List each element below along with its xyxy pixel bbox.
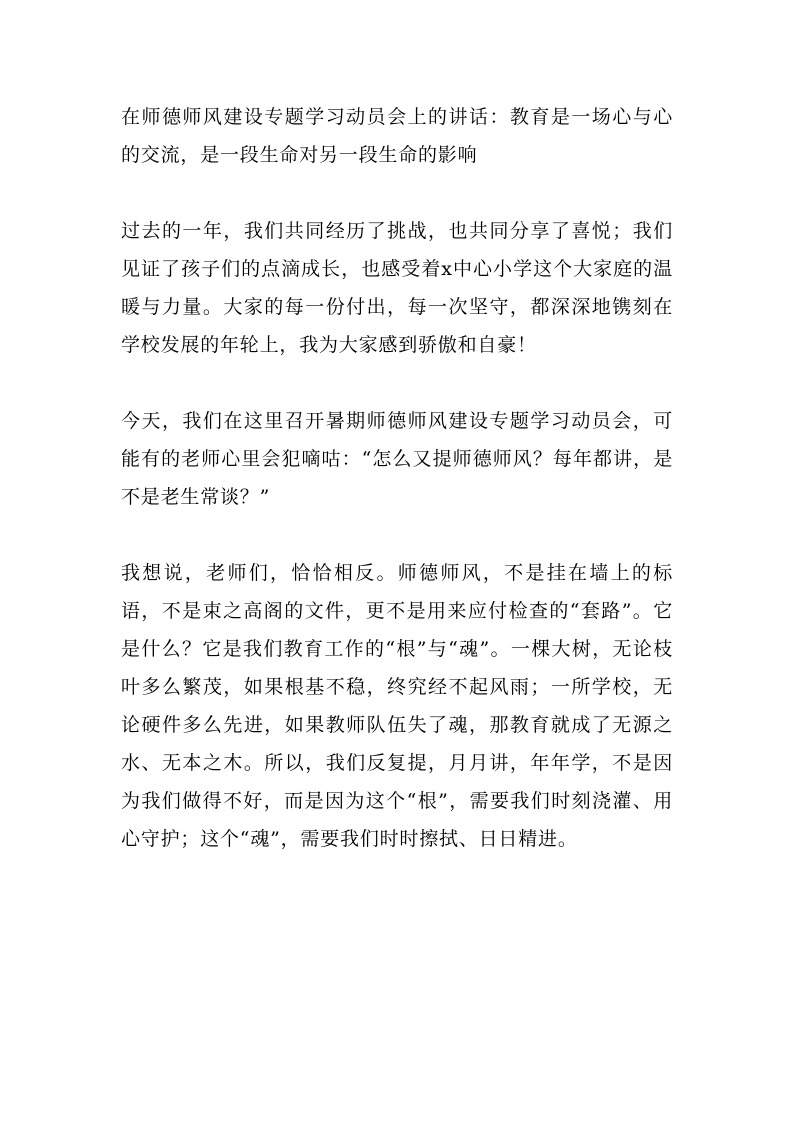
paragraph-2: 今天，我们在这里召开暑期师德师风建设专题学习动员会，可能有的老师心里会犯嘀咕：“怎么又提师德师风？每年都讲，是不是老生常谈？” xyxy=(121,410,673,508)
paragraph-1: 过去的一年，我们共同经历了挑战，也共同分享了喜悦；我们见证了孩子们的点滴成长，也感受着x中心小学这个大家庭的温暖与力量。大家的每一份付出，每一次坚守，都深深地镌刻在学校发展的年轮上，我为大家感到骄傲和自豪！ xyxy=(121,220,673,356)
document-body xyxy=(121,98,673,858)
paragraph-3: 我想说，老师们，恰恰相反。师德师风，不是挂在墙上的标语，不是束之高阁的文件，更不是用来应付检查的“套路”。它是什么？它是我们教育工作的“根”与“魂”。一棵大树，无论枝叶多么繁茂，如果根基不稳，终究经不起风雨；一所学校，无论硬件多么先进，如果教师队伍失了魂，那教育就成了无源之水、无本之木。所以，我们反复提，月月讲，年年学，不是因为我们做得不好，而是因为这个“根”，需要我们时刻浇灌、用心守护；这个“魂”，需要我们时时擦拭、日日精进。 xyxy=(121,562,673,850)
document-title: 在师德师风建设专题学习动员会上的讲话：教育是一场心与心的交流，是一段生命对另一段生命的影响 xyxy=(121,106,673,166)
